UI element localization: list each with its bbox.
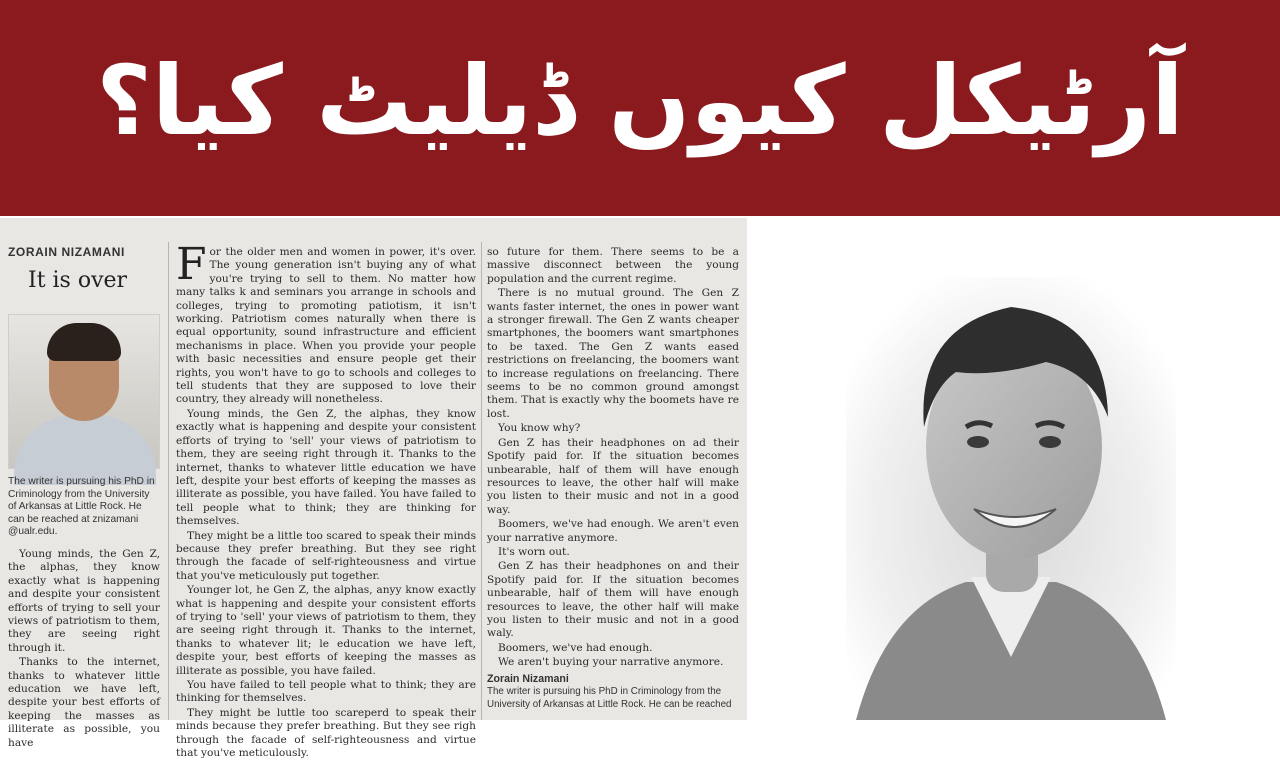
column-2 (176, 239, 476, 761)
column-2-paragraph: They might be luttle too scareperd to speak their minds because they prefer breathing. But they see righ through the facade of self-righteousness and virtue that you've meticulously. (176, 706, 476, 760)
column-3-paragraph: There is no mutual ground. The Gen Z wants faster internet, the ones in power want a stronger firewall. The Gen Z wants cheaper smartphones, the boomers want smartphones to be taxed. The Gen Z wants eased restrictions on freelancing, the boomers want to increase regulations on freelancing. There seems to be no common ground amongst them. That is exactly why the boomets have re lost. (487, 287, 739, 420)
column-1 (8, 548, 160, 751)
column-3-paragraph: Gen Z has their headphones on and their Spotify paid for. If the situation becomes unbearable, half of them will have enough resources to leave, the other half will make you listen to their music and not in a good waly. (487, 560, 739, 640)
column-2-paragraph: You have failed to tell people what to think; they are thinking for themselves. (176, 679, 476, 705)
column-3-paragraph: Boomers, we've had enough. We aren't even your narrative anymore. (487, 518, 739, 544)
column-3-paragraph: We aren't buying your narrative anymore. (498, 656, 724, 669)
portrait-left-eye (967, 436, 989, 448)
author-name: ZORAIN NIZAMANI (8, 245, 125, 259)
column-3 (487, 246, 739, 711)
author-portrait (846, 277, 1176, 720)
column-divider (168, 242, 169, 720)
column-1-paragraph: Young minds, the Gen Z, the alphas, they know exactly what is happening and despite your consistent efforts of trying to sell your views of patriotism to them, they are seeing right through it. (8, 548, 160, 654)
column-2-paragraph: Younger lot, he Gen Z, the alphas, anyy know exactly what is happening and despite your consistent efforts of trying to 'sell' your views of patriotism to them, they are seeing right through it. Thanks to the internet, thanks to whatever lit; le education we have left, despite your, best efforts of keeping the masses as illiterate as possible, you have failed. (176, 584, 476, 677)
photo-shirt (14, 415, 156, 485)
column-1-paragraph: Thanks to the internet, thanks to whatever little education we have left, despite your best efforts of keeping the masses as illiterate as possible, you have (8, 656, 160, 749)
column-3-paragraph: You know why? (498, 422, 581, 435)
column-2-opening (176, 239, 476, 407)
dropcap: F (176, 239, 207, 290)
footnote: The writer is pursuing his PhD in Criminology from the University of Arkansas at Little Rock. He can be reached (487, 686, 732, 710)
byline: Zorain Nizamani (487, 672, 569, 685)
photo-hair (47, 323, 121, 361)
author-bio: The writer is pursuing his PhD in Criminology from the University of Arkansas at Little Rock. He can be reached at znizamani @ualr.edu. (8, 476, 155, 538)
opening-text: or the older men and women in power, it's over. The young generation isn't buying any of what you're trying to sell to them. No matter how many talks k and seminars you arrange in schools and colleges, trying to promoting patiotism, it isn't working. Patriotism comes naturally when there is equal opportunity, sound infrastructure and efficient mechanisms in place. When you provide your people with basic necessities and ensure people get their rights, you won't have to go to schools and colleges to tell students that they are supposed to love their country, they already will nonetheless. (176, 246, 476, 406)
banner-title: آرٹیکل کیوں ڈیلیٹ کیا؟ (96, 45, 1184, 157)
article-title: It is over (28, 268, 128, 293)
column-3-paragraph: It's worn out. (498, 545, 570, 558)
column-2-paragraph: Young minds, the Gen Z, the alphas, they know exactly what is happening and despite your consistent efforts of trying to 'sell' your views of patriotism to them, they are seeing right through it. Thanks to the internet, thanks to whatever little education we have left, despite your best efforts of keeping the masses as illiterate as possible, you have failed. You have failed to tell people what to think; they are thinking for themselves. (176, 407, 476, 528)
column-divider (481, 242, 482, 720)
column-3-paragraph: so future for them. There seems to be a massive disconnect between the young population and the current regime. (487, 246, 739, 285)
column-2-paragraph: They might be a little too scared to speak their minds because they prefer breathing. But they see right through the facade of self-righteousness and virtue that you've meticulously put together. (176, 529, 476, 582)
column-3-paragraph: Boomers, we've had enough. (498, 641, 653, 654)
newspaper-clipping (0, 218, 747, 760)
author-photo (8, 314, 160, 469)
column-3-paragraph: Gen Z has their headphones on ad their Spotify paid for. If the situation becomes unbearable, half of them will have enough resources to leave, the other half will make you listen to their music and not in a good way. (487, 436, 739, 516)
portrait-right-eye (1039, 436, 1061, 448)
